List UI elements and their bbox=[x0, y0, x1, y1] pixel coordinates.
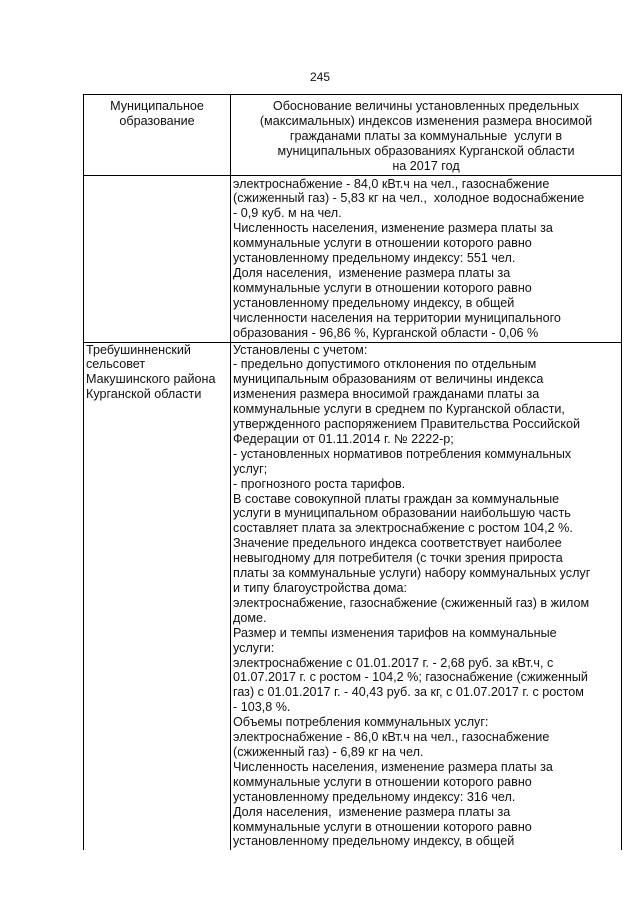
municipality-line: Требушинненский bbox=[86, 342, 191, 357]
text-line: Федерации от 01.11.2014 г. № 2222-р; bbox=[233, 431, 454, 446]
municipality-cell bbox=[84, 342, 231, 850]
table-header-row bbox=[84, 95, 622, 176]
header-line: Муниципальное bbox=[110, 99, 204, 113]
text-line: коммунальные услуги в отношении которого равно bbox=[233, 236, 532, 251]
text-line: Установлены с учетом: bbox=[233, 342, 368, 357]
header-municipality bbox=[84, 95, 231, 176]
text-line: невыгодному для потребителя (с точки зрения прироста bbox=[233, 551, 563, 566]
municipality-line: Макушинского района bbox=[86, 372, 216, 387]
text-line: утвержденного распоряжением Правительства Российской bbox=[233, 417, 581, 432]
text-line: муниципальным образованиям от величины индекса bbox=[233, 372, 544, 387]
text-line: численности населения на территории муниципального bbox=[233, 310, 561, 325]
text-line: установленному предельному индексу: 316 чел. bbox=[233, 789, 516, 804]
text-line: Доля населения, изменение размера платы за bbox=[233, 265, 511, 280]
text-line: - 103,8 %. bbox=[233, 700, 291, 715]
text-line: Объемы потребления коммунальных услуг: bbox=[233, 715, 489, 730]
text-line: (сжиженный газ) - 5,83 кг на чел., холодное водоснабжение bbox=[233, 191, 585, 206]
text-line: коммунальные услуги в отношении которого равно bbox=[233, 280, 532, 295]
text-line: Размер и темпы изменения тарифов на коммунальные bbox=[233, 625, 557, 640]
text-line: - 0,9 куб. м на чел. bbox=[233, 206, 342, 221]
text-line: услуги: bbox=[233, 640, 275, 655]
text-line: В составе совокупной платы граждан за коммунальные bbox=[233, 491, 560, 506]
table-row bbox=[84, 342, 622, 850]
text-line: коммунальные услуги в отношении которого равно bbox=[233, 774, 532, 789]
text-line: электроснабжение - 84,0 кВт.ч на чел., газоснабжение bbox=[233, 176, 550, 191]
header-line: гражданами платы за коммунальные услуги в bbox=[289, 128, 563, 143]
text-line: 01.07.2017 г. с ростом - 104,2 %; газоснабжение (сжиженный bbox=[233, 670, 588, 685]
justification-cell bbox=[231, 342, 622, 850]
page-number: 245 bbox=[309, 70, 331, 84]
municipality-cell-empty bbox=[84, 175, 231, 342]
text-line: Численность населения, изменение размера платы за bbox=[233, 221, 553, 236]
text-line: установленному предельному индексу, в общей bbox=[233, 295, 515, 310]
table-row bbox=[84, 175, 622, 342]
header-line: образование bbox=[119, 113, 195, 128]
municipality-line: сельсовет bbox=[86, 357, 146, 372]
header-line: Обоснование величины установленных предельных bbox=[272, 99, 580, 113]
text-line: - прогнозного роста тарифов. bbox=[233, 476, 406, 491]
text-line: изменения размера вносимой гражданами платы за bbox=[233, 387, 540, 402]
text-line: электроснабжение с 01.01.2017 г. - 2,68 руб. за кВт.ч, с bbox=[233, 655, 554, 670]
text-line: доме. bbox=[233, 610, 267, 625]
text-line: и типу благоустройства дома: bbox=[233, 581, 408, 595]
text-line: (сжиженный газ) - 6,89 кг на чел. bbox=[233, 744, 424, 759]
municipality-line: Курганской области bbox=[86, 387, 202, 402]
text-line: платы за коммунальные услуги) набору коммунальных услуг bbox=[233, 566, 591, 581]
text-line: составляет плата за электроснабжение с ростом 104,2 %. bbox=[233, 521, 573, 536]
text-line: газ) с 01.01.2017 г. - 40,43 руб. за кг, с 01.07.2017 г. с ростом bbox=[233, 685, 584, 700]
justification-cell bbox=[231, 175, 622, 342]
text-line: коммунальные услуги в отношении которого равно bbox=[233, 819, 532, 834]
text-line: коммунальные услуги в среднем по Курганской области, bbox=[233, 402, 565, 417]
header-line: муниципальных образованиях Курганской области bbox=[277, 143, 575, 158]
header-line: на 2017 год bbox=[392, 158, 460, 173]
text-line: - предельно допустимого отклонения по отдельным bbox=[233, 357, 537, 372]
text-line: услуги в муниципальном образовании наибольшую часть bbox=[233, 506, 571, 521]
justification-table bbox=[83, 94, 622, 850]
text-line: Численность населения, изменение размера платы за bbox=[233, 759, 553, 774]
text-line: Значение предельного индекса соответствует наиболее bbox=[233, 536, 562, 551]
text-line: услуг; bbox=[233, 461, 268, 476]
text-line: - установленных нормативов потребления коммунальных bbox=[233, 446, 572, 461]
text-line: установленному предельному индексу: 551 чел. bbox=[233, 251, 516, 266]
text-line: Доля населения, изменение размера платы за bbox=[233, 804, 511, 819]
header-justification bbox=[231, 95, 622, 176]
text-line: образования - 96,86 %, Курганской области - 0,06 % bbox=[233, 325, 539, 340]
text-line: электроснабжение, газоснабжение (сжиженный газ) в жилом bbox=[233, 595, 590, 610]
text-line: электроснабжение - 86,0 кВт.ч на чел., газоснабжение bbox=[233, 730, 550, 745]
header-line: (максимальных) индексов изменения размера вносимой bbox=[259, 113, 593, 128]
text-line: установленному предельному индексу, в общей bbox=[233, 834, 515, 849]
